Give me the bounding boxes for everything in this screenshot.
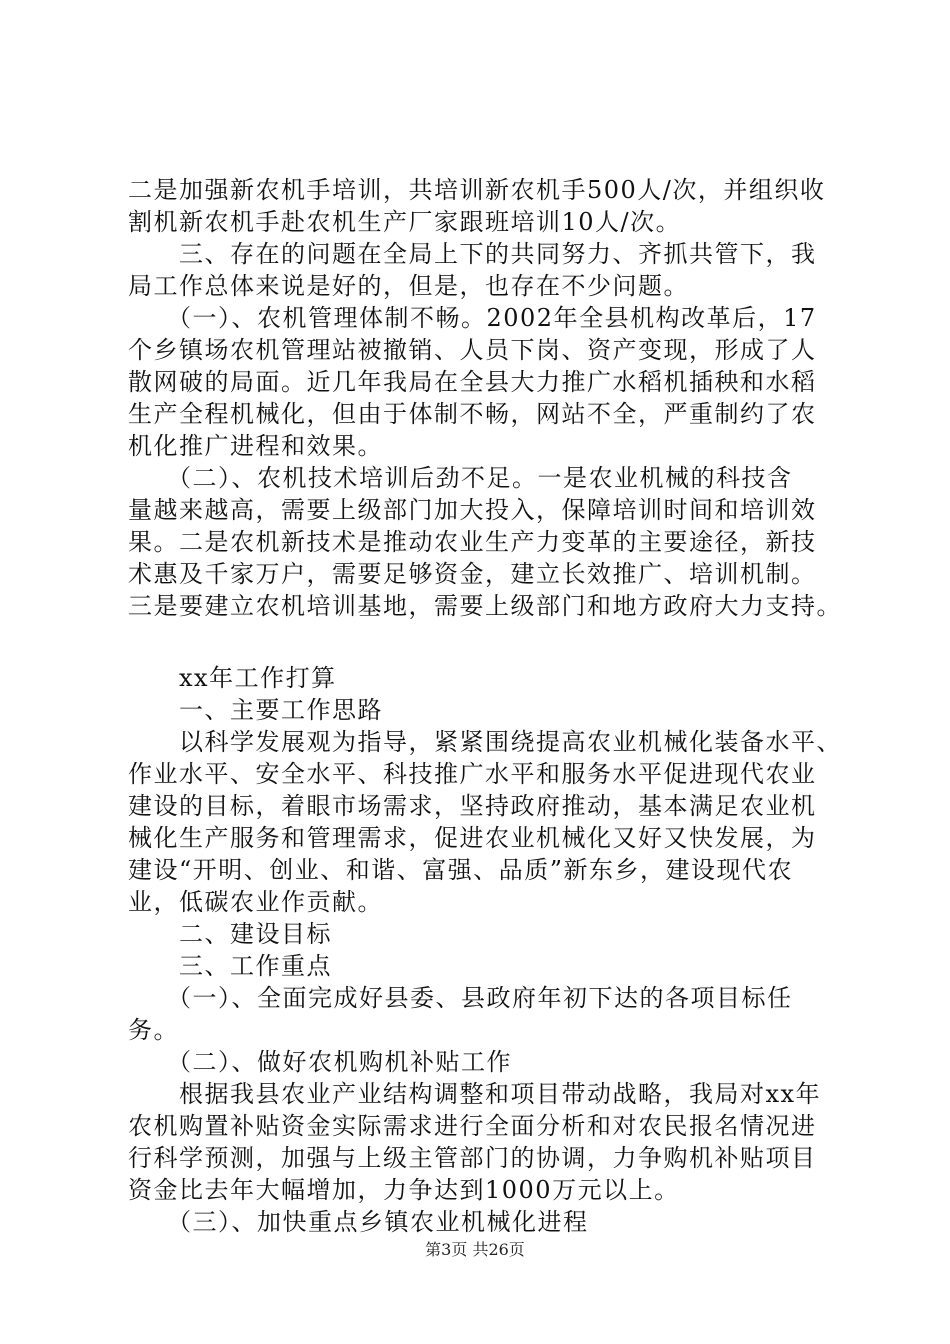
text-line: 二是加强新农机手培训，共培训新农机手500人/次，并组织收 (128, 176, 826, 204)
text-line: （一）、全面完成好县委、县政府年初下达的各项目标任 (128, 984, 793, 1012)
text-line: 割机新农机手赴农机生产厂家跟班培训10人/次。 (128, 208, 682, 236)
text-line: 果。二是农机新技术是推动农业生产力变革的主要途径，新技 (128, 528, 817, 556)
text-line: （一）、农机管理体制不畅。2002年全县机构改革后，17 (128, 304, 817, 332)
text-line: 械化生产服务和管理需求，促进农业机械化又好又快发展，为 (128, 824, 817, 852)
subsection-heading: （二）、做好农机购机补贴工作 (128, 1048, 512, 1076)
text-line: 作业水平、安全水平、科技推广水平和服务水平促进现代农业 (128, 760, 817, 788)
text-line: 农机购置补贴资金实际需求进行全面分析和对农民报名情况进 (128, 1112, 817, 1140)
text-line: 行科学预测，加强与上级主管部门的协调，力争购机补贴项目 (128, 1144, 817, 1172)
document-body (128, 174, 858, 1238)
subsection-heading: 一、主要工作思路 (128, 696, 383, 724)
text-line: 术惠及千家万户，需要足够资金，建立长效推广、培训机制。 (128, 560, 817, 588)
text-line: 三、存在的问题在全局上下的共同努力、齐抓共管下，我 (128, 240, 817, 268)
text-line: 务。 (128, 1016, 179, 1044)
text-line: 资金比去年大幅增加，力争达到1000万元以上。 (128, 1176, 680, 1204)
section-heading: xx年工作打算 (128, 664, 337, 692)
text-line: 生产全程机械化，但由于体制不畅，网站不全，严重制约了农 (128, 400, 817, 428)
text-line: 量越来越高，需要上级部门加大投入，保障培训时间和培训效 (128, 496, 817, 524)
text-line: 业，低碳农业作贡献。 (128, 888, 383, 916)
text-line: 局工作总体来说是好的，但是，也存在不少问题。 (128, 272, 689, 300)
text-line: 以科学发展观为指导，紧紧围绕提高农业机械化装备水平、 (128, 728, 842, 756)
subsection-heading: 二、建设目标 (128, 920, 332, 948)
subsection-heading: （三）、加快重点乡镇农业机械化进程 (128, 1208, 589, 1236)
text-line: 散网破的局面。近几年我局在全县大力推广水稻机插秧和水稻 (128, 368, 817, 396)
text-line: 建设的目标，着眼市场需求，坚持政府推动，基本满足农业机 (128, 792, 817, 820)
page-number-footer: 第3页 共26页 (425, 1240, 525, 1259)
text-line: 个乡镇场农机管理站被撤销、人员下岗、资产变现，形成了人 (128, 336, 817, 364)
text-line: （二）、农机技术培训后劲不足。一是农业机械的科技含 (128, 464, 793, 492)
text-line: 根据我县农业产业结构调整和项目带动战略，我局对xx年 (128, 1080, 822, 1108)
section-gap (128, 622, 858, 662)
text-line: 三是要建立农机培训基地，需要上级部门和地方政府大力支持。 (128, 592, 842, 620)
text-line: 建设“开明、创业、和谐、富强、品质”新东乡，建设现代农 (128, 856, 794, 884)
subsection-heading: 三、工作重点 (128, 952, 332, 980)
text-line: 机化推广进程和效果。 (128, 432, 383, 460)
